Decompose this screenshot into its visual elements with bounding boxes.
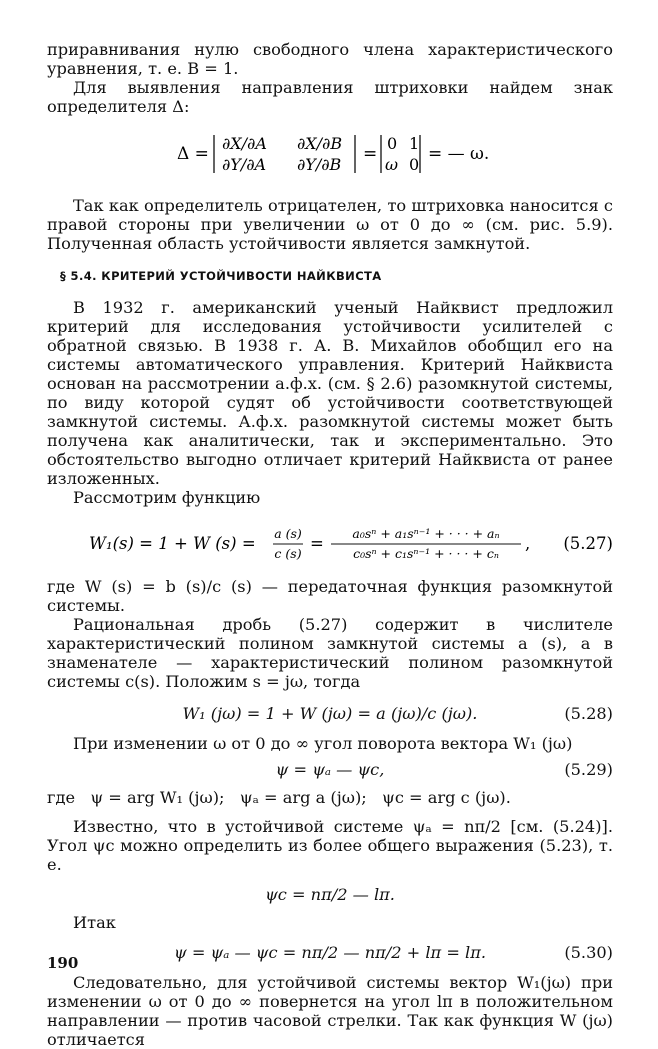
eq527-frac1-den: c (s) [274, 546, 302, 561]
paragraph-angle-change: При изменении ω от 0 до ∞ угол поворота вектора W₁ (jω) [73, 734, 573, 753]
paragraph-stable-system: Известно, что в устойчивой системе ψₐ = nπ/2 [см. (5.24)]. Угол ψc можно определить из более общего выражения (5.23), т. е. [47, 817, 613, 874]
eq527-eq: = [310, 534, 324, 553]
det-m21: ∂Y/∂A [222, 155, 267, 174]
eq529-number: (5.29) [564, 760, 613, 779]
section-title: § 5.4. КРИТЕРИЙ УСТОЙЧИВОСТИ НАЙКВИСТА [60, 269, 382, 283]
eq528-number: (5.28) [564, 704, 613, 723]
eq-psi-c-body: ψc = nπ/2 — lπ. [265, 885, 395, 904]
det-eq-sign: = [363, 144, 378, 164]
paragraph-hatching: Так как определитель отрицателен, то штриховка наносится с правой стороны при увеличении ω от 0 до ∞ (см. рис. 5.9). Полученная область устойчивости является замкнутой. [47, 196, 613, 253]
paragraph-consider-function: Рассмотрим функцию [73, 488, 261, 507]
equation-5-28 [47, 703, 613, 724]
where-line: где ψ = arg W₁ (jω); ψₐ = arg a (jω); ψc = arg c (jω). [47, 788, 511, 807]
det-m22: ∂Y/∂B [297, 155, 342, 174]
paragraph-rational-fraction: Рациональная дробь (5.27) содержит в числителе характеристический полином замкнутой системы a (s), а в знаменателе — характеристический полином разомкнутой системы c(s). Положим s = jω, тогда [47, 615, 613, 691]
paragraph-nyquist-history: В 1932 г. американский ученый Найквист предложил критерий для исследования устойчивости усилителей с обратной связью. В 1938 г. А. В. Михайлов обобщил его на системы автоматического управления. Критерий Найквиста основан на рассмотрении а.ф.х. (см. § 2.6) разомкнутой системы, по виду которой судят об устойчивости соответствующей замкнутой системы. А.ф.х. разомкнутой системы может быть получена как аналитически, так и экспериментально. Это обстоятельство выгодно отличает критерий Найквиста от ранее изложенных. [47, 298, 613, 488]
det-n12: 1 [409, 134, 420, 153]
equation-5-29 [47, 759, 613, 780]
eq527-left: W₁(s) = 1 + W (s) = [89, 534, 256, 553]
eq527-tail: , [525, 534, 531, 553]
paragraph-conclusion: Следовательно, для устойчивой системы вектор W₁(jω) при изменении ω от 0 до ∞ повернется на угол lπ в положительном направлении — против часовой стрелки. Так как функция W (jω) отличается [47, 973, 613, 1049]
eq528-body: W₁ (jω) = 1 + W (jω) = a (jω)/c (jω). [182, 704, 478, 723]
eq527-frac2-den: c₀sⁿ + c₁sⁿ⁻¹ + · · · + cₙ [353, 546, 499, 561]
equation-5-27 [47, 521, 613, 567]
paragraph-therefore: Итак [73, 913, 116, 932]
det-lhs: Δ = [177, 144, 209, 164]
eq530-number: (5.30) [564, 943, 613, 962]
det-n21: ω [385, 155, 399, 174]
page-number: 190 [47, 954, 79, 972]
paragraph-determinant-intro: Для выявления направления штриховки найдем знак определителя Δ: [47, 78, 613, 116]
det-rhs: = — ω. [428, 144, 490, 164]
det-n11: 0 [387, 134, 398, 153]
equation-psi-c [47, 884, 613, 905]
paragraph-transfer-function: где W (s) = b (s)/c (s) — передаточная функция разомкнутой системы. [47, 577, 613, 615]
equation-5-30 [47, 942, 613, 963]
eq527-frac2-num: a₀sⁿ + a₁sⁿ⁻¹ + · · · + aₙ [352, 526, 500, 541]
eq527-number: (5.27) [563, 534, 613, 553]
equation-5-27-svg [47, 521, 613, 567]
determinant-svg [47, 125, 613, 185]
det-m11: ∂X/∂A [222, 134, 267, 153]
page-content [47, 40, 613, 1049]
eq530-body: ψ = ψₐ — ψc = nπ/2 — nπ/2 + lπ = lπ. [173, 943, 486, 962]
paragraph-continuation: приравнивания нулю свободного члена характеристического уравнения, т. е. B = 1. [47, 40, 613, 78]
determinant-equation [47, 125, 613, 185]
eq527-frac1-num: a (s) [274, 526, 302, 541]
det-m12: ∂X/∂B [297, 134, 343, 153]
det-n22: 0 [409, 155, 420, 174]
eq529-body: ψ = ψₐ — ψc, [275, 760, 385, 779]
